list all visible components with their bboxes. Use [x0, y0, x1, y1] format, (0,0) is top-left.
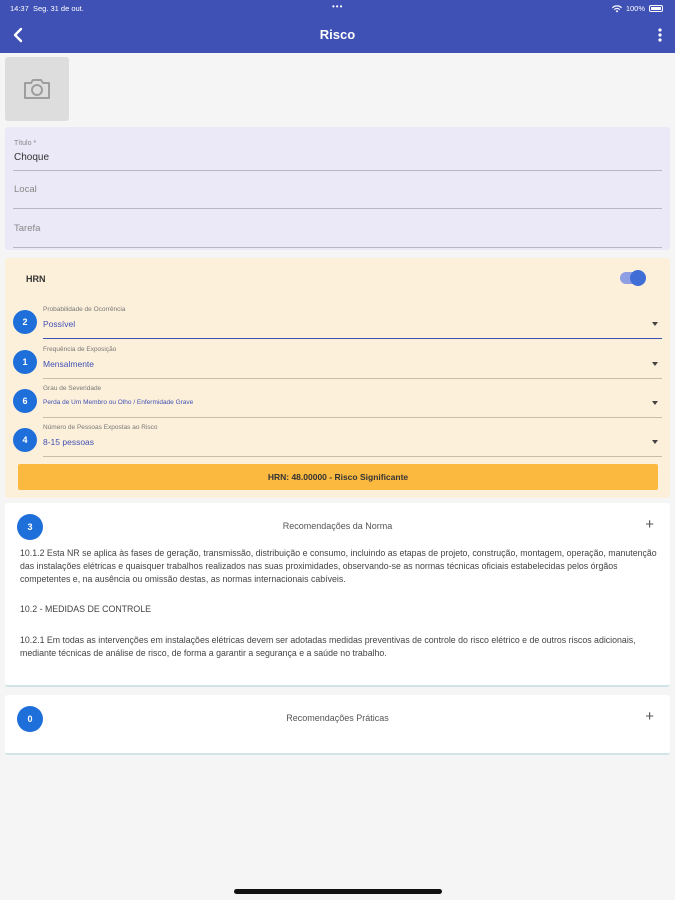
battery-percent: 100% — [625, 4, 645, 13]
exposed-people-select[interactable] — [5, 420, 670, 460]
dropdown-arrow-icon — [652, 322, 658, 326]
exposed-people-field[interactable] — [43, 420, 662, 457]
frequency-badge: 1 — [13, 350, 37, 374]
location-placeholder: Local — [14, 184, 37, 195]
norm-recommendations-title: Recomendações da Norma — [282, 521, 393, 531]
probability-value: Possível — [43, 319, 76, 329]
camera-icon — [22, 77, 52, 101]
wifi-icon — [612, 5, 622, 13]
norm-paragraph: 10.2.1 Em todas as intervenções em instalações elétricas devem ser adotadas medidas preventivas de controle do risco elétrico e de outros riscos adicionais, mediante técnicas de análise de risco, de forma a garantir a segurança e a saúde no trabalho. — [20, 635, 636, 658]
severity-badge: 6 — [13, 389, 37, 413]
practical-recommendations-card — [5, 695, 670, 755]
expand-plus-icon[interactable]: + — [645, 516, 654, 533]
battery-icon — [649, 5, 663, 12]
photo-placeholder[interactable] — [5, 57, 69, 121]
title-value: Choque — [14, 152, 50, 163]
severity-value: Perda de Um Membro ou Olho / Enfermidade Grave — [43, 399, 194, 406]
dropdown-arrow-icon — [652, 440, 658, 444]
norm-text — [20, 547, 658, 678]
practical-recommendations-header[interactable] — [5, 695, 670, 739]
dropdown-arrow-icon — [652, 362, 658, 366]
title-field[interactable] — [13, 135, 662, 171]
exposed-people-label: Número de Pessoas Expostas ao Risco — [43, 424, 158, 431]
severity-select[interactable] — [5, 381, 670, 421]
hrn-result-banner: HRN: 48.00000 - Risco Significante — [18, 464, 658, 490]
exposed-people-badge: 4 — [13, 428, 37, 452]
page-title: Risco — [319, 27, 356, 42]
probability-badge: 2 — [13, 310, 37, 334]
multitask-dots[interactable]: ••• — [332, 2, 344, 11]
probability-label: Probabilidade de Ocorrência — [43, 306, 126, 313]
home-indicator[interactable] — [234, 889, 442, 894]
norm-paragraph: 10.2 - MEDIDAS DE CONTROLE — [20, 604, 152, 615]
norm-recommendations-header[interactable] — [5, 503, 670, 547]
frequency-select[interactable] — [5, 342, 670, 382]
hrn-label: HRN — [26, 274, 46, 284]
title-label: Título * — [14, 140, 37, 147]
app-bar — [0, 17, 675, 53]
hrn-card — [5, 258, 670, 498]
probability-select[interactable] — [5, 302, 670, 342]
frequency-value: Mensalmente — [43, 359, 95, 369]
dropdown-arrow-icon — [652, 401, 658, 405]
status-right — [612, 4, 663, 13]
frequency-label: Frequência de Exposição — [43, 346, 117, 353]
practical-recommendations-title: Recomendações Práticas — [286, 713, 389, 723]
norm-recommendations-card — [5, 503, 670, 687]
status-bar — [0, 0, 675, 17]
norm-paragraph: 10.1.2 Esta NR se aplica às fases de geração, transmissão, distribuição e consumo, incluindo as etapas de projeto, construção, montagem, operação, manutenção das instalações elétricas e quaisquer trabalhos realizados nas suas proximidades, observando-se as normas técnicas oficiais estabelecidas pelos órgãos competentes e, na ausência ou omissão destas, as normas internacionais cabíveis. — [20, 548, 657, 584]
practical-count-badge: 0 — [17, 706, 43, 732]
severity-field[interactable] — [43, 381, 662, 418]
risk-info-form — [5, 127, 670, 250]
probability-field[interactable] — [43, 302, 662, 339]
severity-label: Grau de Severidade — [43, 385, 102, 392]
toggle-knob — [630, 270, 646, 286]
location-field[interactable] — [13, 171, 662, 209]
expand-plus-icon[interactable]: + — [645, 708, 654, 725]
status-time: 14:37 Seg. 31 de out. — [10, 4, 84, 13]
hrn-toggle[interactable] — [620, 272, 644, 284]
task-placeholder: Tarefa — [14, 223, 41, 234]
norm-count-badge: 3 — [17, 514, 43, 540]
task-field[interactable] — [13, 209, 662, 248]
frequency-field[interactable] — [43, 342, 662, 379]
more-vertical-icon[interactable] — [655, 26, 665, 44]
exposed-people-value: 8-15 pessoas — [43, 437, 95, 447]
